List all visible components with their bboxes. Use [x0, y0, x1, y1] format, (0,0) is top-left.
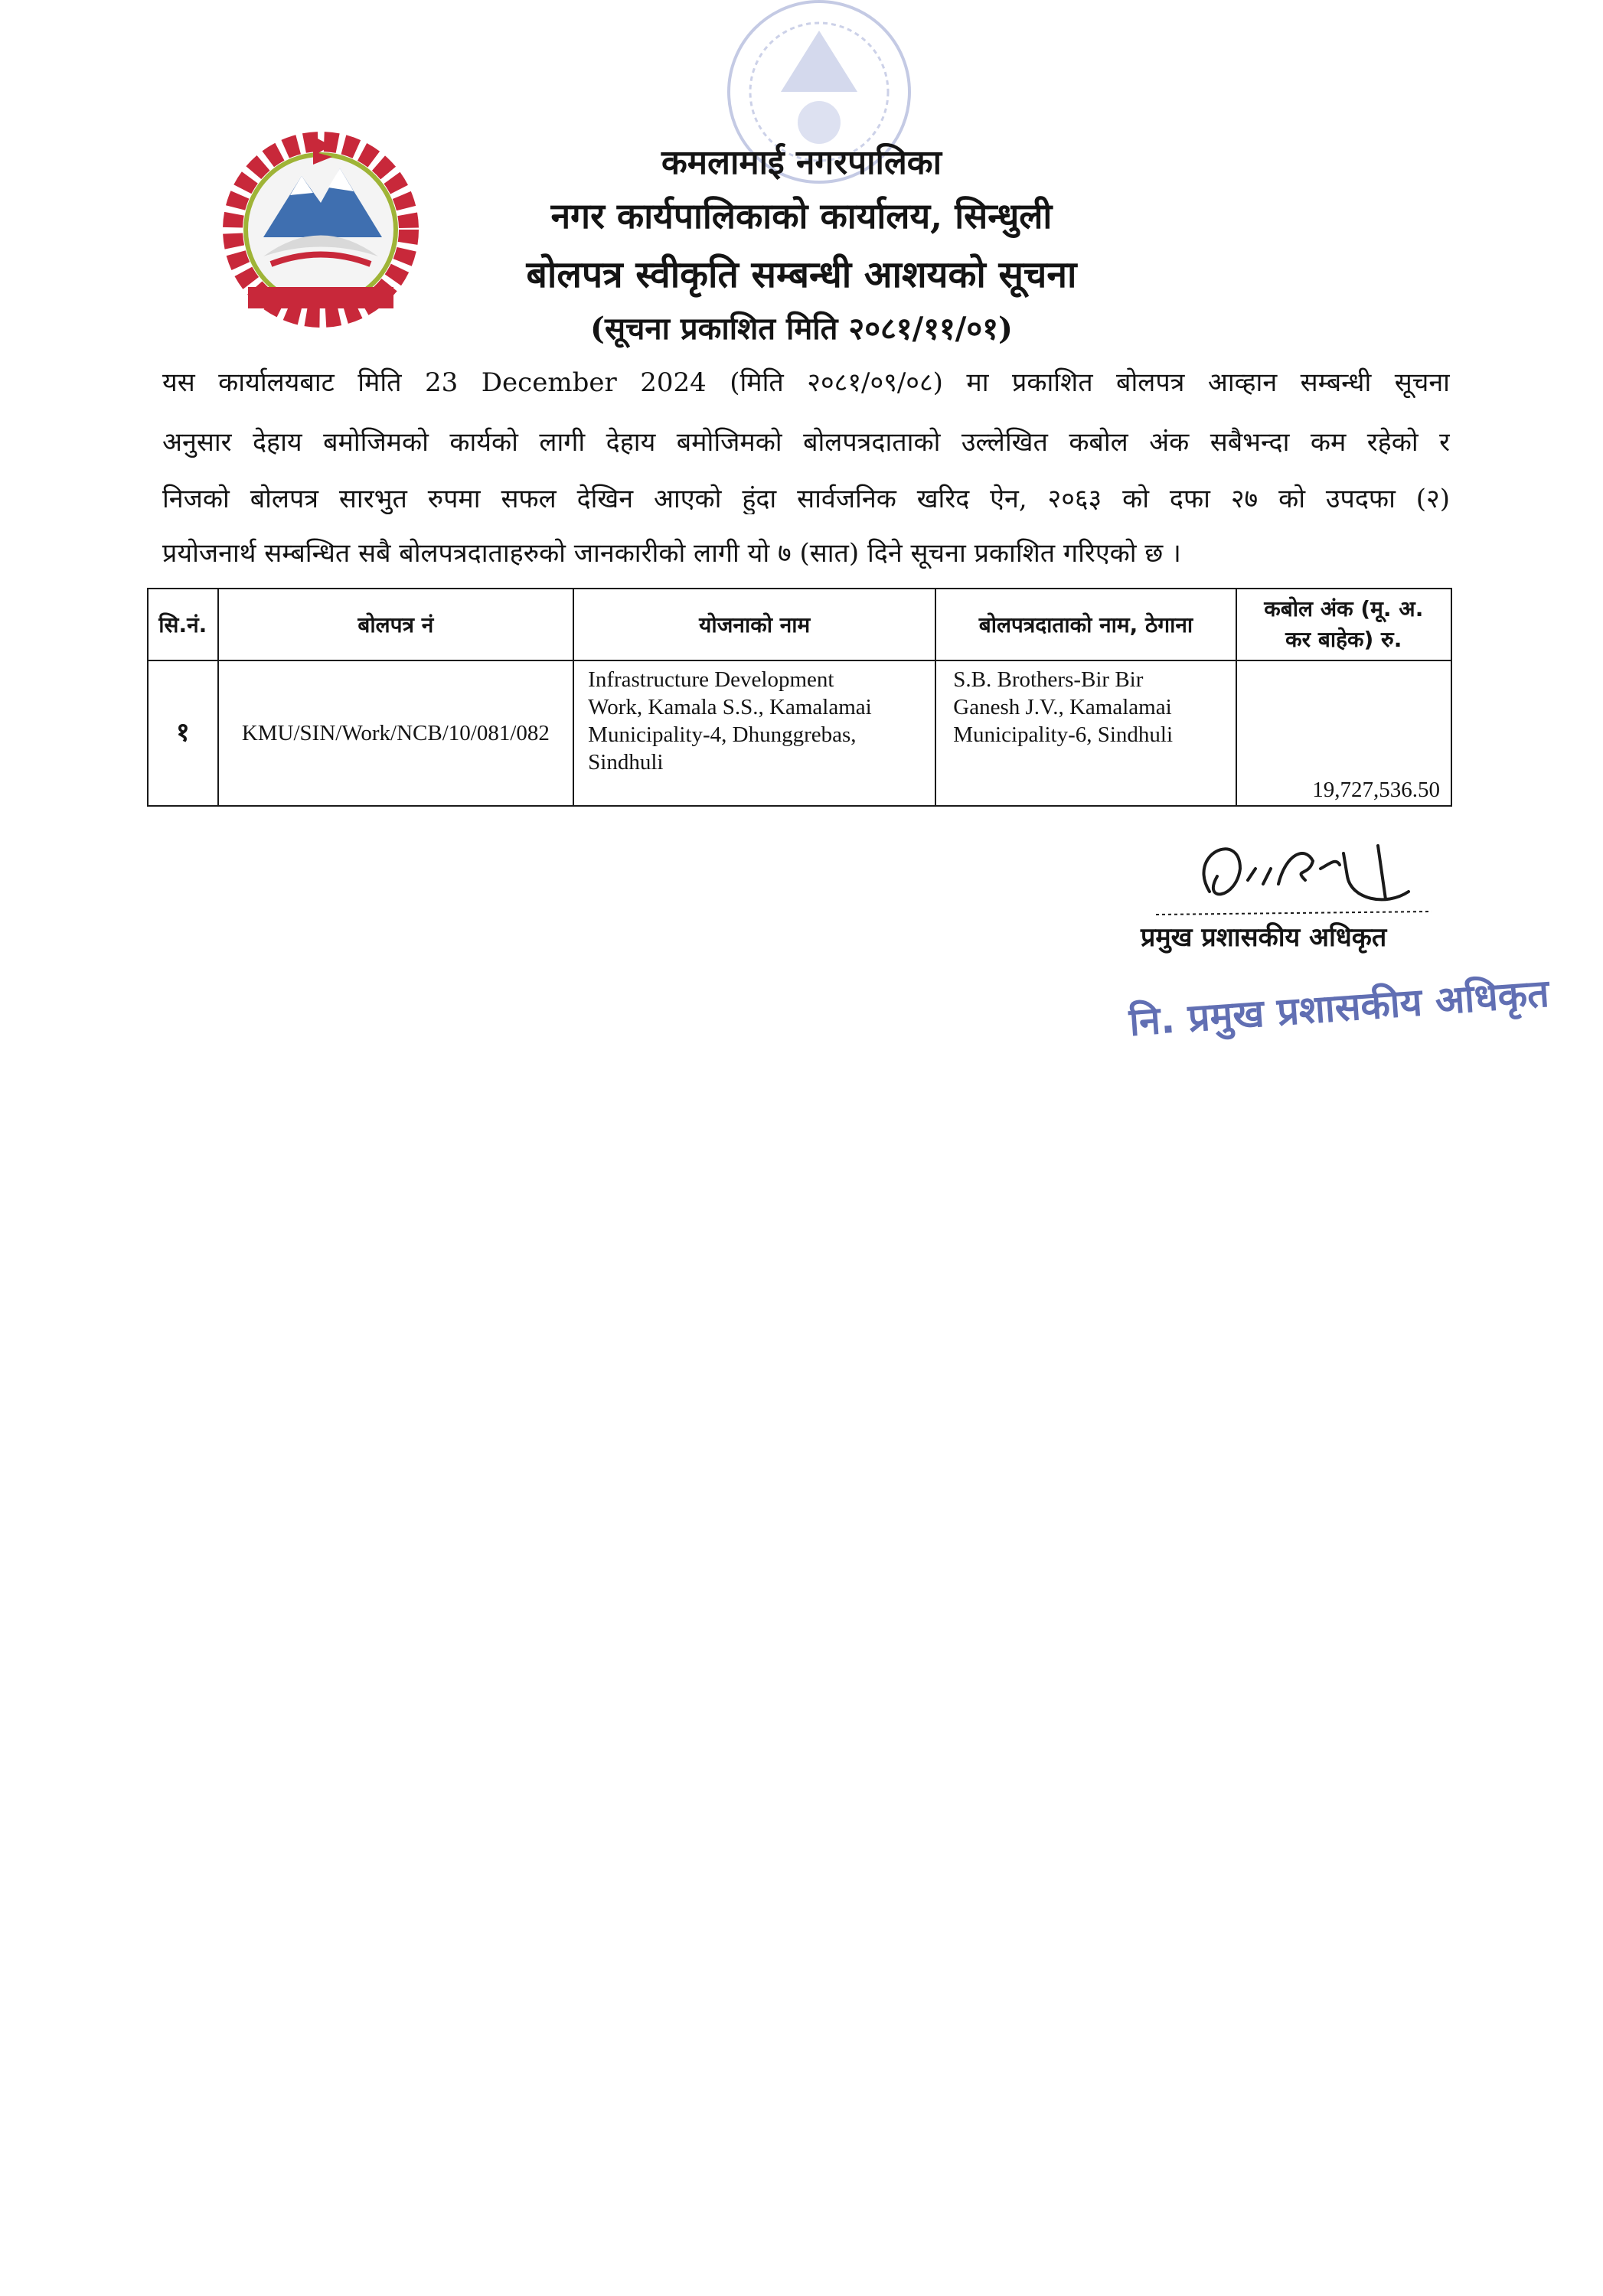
- header-sn: सि.नं.: [148, 589, 218, 660]
- notice-title: बोलपत्र स्वीकृति सम्बन्धी आशयको सूचना: [526, 253, 1077, 296]
- project-line: Work, Kamala S.S., Kamalamai: [588, 695, 872, 719]
- project-line: Municipality-4, Dhunggrebas,: [588, 722, 857, 747]
- project-line: Infrastructure Development: [588, 667, 834, 692]
- official-stamp: नि. प्रमुख प्रशासकीय अधिकृत: [1128, 970, 1551, 1045]
- office-seal-icon: [704, 0, 934, 218]
- header-amount-line: कबोल अंक (मू. अ.: [1264, 596, 1424, 621]
- bidder-line: Municipality-6, Sindhuli: [953, 722, 1174, 747]
- signatory-title: प्रमुख प्रशासकीय अधिकृत: [1141, 922, 1387, 953]
- notice-paragraph-line: यस कार्यालयबाट मिति 23 December 2024 (मिति २०८१/०९/०८) मा प्रकाशित बोलपत्र आव्हान सम्बन्धी सूचना: [162, 367, 1450, 398]
- header-bid-no: बोलपत्र नं: [218, 589, 574, 660]
- office-name: नगर कार्यपालिकाको कार्यालय, सिन्धुली: [550, 195, 1053, 236]
- header-project-name: योजनाको नाम: [573, 589, 935, 660]
- notice-published-date: (सूचना प्रकाशित मिति २०८१/११/०१): [590, 311, 1013, 347]
- bid-table: [147, 588, 1452, 807]
- notice-paragraph-line: अनुसार देहाय बमोजिमको कार्यको लागी देहाय बमोजिमको बोलपत्रदाताको उल्लेखित कबोल अंक सबैभन्दा कम रहेको र: [162, 427, 1450, 458]
- table-row: [148, 660, 1451, 806]
- notice-paragraph-line: निजको बोलपत्र सारभुत रुपमा सफल देखिन आएको हुंदा सार्वजनिक खरिद ऐन, २०६३ को दफा २७ को उपदफा (२): [162, 484, 1450, 514]
- header-amount: [1236, 589, 1451, 660]
- cell-sn: १: [148, 660, 218, 806]
- header-amount-line: कर बाहेक) रु.: [1285, 627, 1402, 652]
- cell-bid-no: KMU/SIN/Work/NCB/10/081/082: [218, 660, 574, 806]
- cell-bidder: [935, 660, 1236, 806]
- bidder-line: S.B. Brothers-Bir Bir: [953, 667, 1144, 692]
- notice-paragraph-line: प्रयोजनार्थ सम्बन्धित सबै बोलपत्रदाताहरुको जानकारीको लागी यो ७ (सात) दिने सूचना प्रकाशित गरिएको छ ।: [162, 538, 1181, 569]
- municipality-name: कमलामाई नगरपालिका: [661, 143, 942, 182]
- table-header-row: [148, 589, 1451, 660]
- bidder-line: Ganesh J.V., Kamalamai: [953, 695, 1172, 719]
- cell-amount: 19,727,536.50: [1236, 660, 1451, 806]
- cell-project-name: [573, 660, 935, 806]
- header-bidder: बोलपत्रदाताको नाम, ठेगाना: [935, 589, 1236, 660]
- project-line: Sindhuli: [588, 750, 664, 775]
